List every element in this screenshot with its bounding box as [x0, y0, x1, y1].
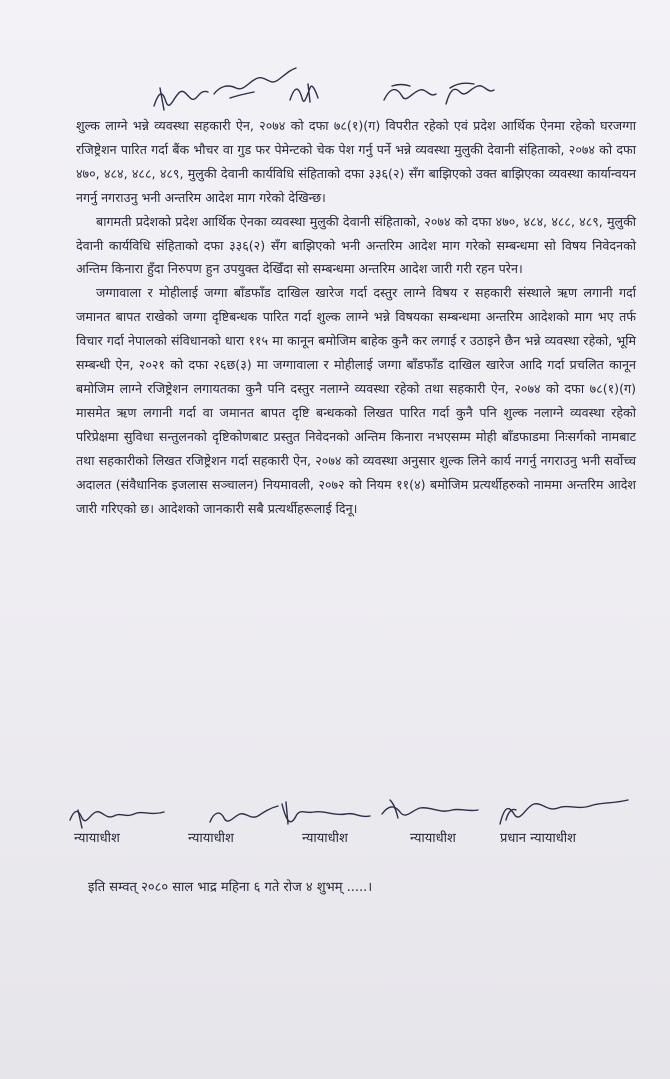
judge-title-1: न्यायाधीश [74, 831, 120, 846]
top-initials-signatures [140, 58, 520, 120]
judge-title-3: न्यायाधीश [302, 831, 348, 846]
judge-title-2: न्यायाधीश [188, 831, 234, 846]
paragraph-2: बागमती प्रदेशको प्रदेश आर्थिक ऐनका व्यवस्था मुलुकी देवानी संहिताको, २०७४ को दफा ४७०, ४८४, ४८८, ४८९, मुलुकी देवानी कार्यविधि संहिताको दफा ३३६(२) सँग बाझिएको भनी अन्तरिम आदेश माग गरेको सम्बन्धमा सो विषय निवेदनको अन्तिम किनारा हुँदा निरुपण हुन उपयुक्त देखिँदा सो सम्बन्धमा अन्तरिम आदेश जारी गरी रहन परेन। [76, 213, 636, 277]
paragraph-1: शुल्क लाग्ने भन्ने व्यवस्था सहकारी ऐन, २०७४ को दफा ७८(१)(ग) विपरीत रहेको एवं प्रदेश आर्थिक ऐनमा रहेको घरजग्गा रजिष्ट्रेशन पारित गर्दा बैंक भौचर वा गुड फर पेमेन्टको चेक पेश गर्नु पर्ने भन्ने व्यवस्था मुलुकी देवानी संहिताको, २०७४ को दफा ४७०, ४८४, ४८८, ४८९, मुलुकी देवानी कार्यविधि संहिताको दफा ३३६(२) सँग बाझिएको उक्त बाझिएका व्यवस्था कार्यान्वयन नगर्नु नगराउनु भनी अन्तरिम आदेश माग गरेको देखिन्छ। [76, 118, 636, 205]
paragraph-3: जग्गावाला र मोहीलाई जग्गा बाँडफाँड दाखिल खारेज गर्दा दस्तुर लाग्ने विषय र सहकारी संस्थाले ऋण लगानी गर्दा जमानत बापत राखेको जग्गा दृष्टिबन्धक पारित गर्दा शुल्क लाग्ने भन्ने विषयका सम्बन्धमा अन्तरिम आदेशको माग भए तर्फ विचार गर्दा नेपालको संविधानको धारा ११५ मा कानून बमोजिम बाहेक कुनै कर लगाई र उठाइने छैन भन्ने व्यवस्था रहेको, भूमि सम्बन्धी ऐन, २०२१ को दफा २६छ(३) मा जग्गावाला र मोहीलाई जग्गा बाँडफाँड दाखिल खारेज आदि गर्दा प्रचलित कानून बमोजिम लाग्ने रजिष्ट्रेशन लगायतका कुनै पनि दस्तुर नलाग्ने व्यवस्था रहेको तथा सहकारी ऐन, २०७४ को दफा ७८(१)(ग) मासमेत ऋण लगानी गर्दा वा जमानत बापत दृष्टि बन्धकको लिखत पारित गर्दा कुनै पनि शुल्क नलाग्ने व्यवस्था रहेको परिप्रेक्षमा सुविधा सन्तुलनको दृष्टिकोणबाट प्रस्तुत निवेदनको अन्तिम किनारा नभएसम्म मोही बाँडफाडमा निःसर्गको नामबाट तथा सहकारीको लिखत रजिष्ट्रेशन गर्दा सहकारी ऐन, २०७४ को व्यवस्था अनुसार शुल्क लिने कार्य नगर्नु नगराउनु भनी सर्वोच्च अदालत (संवैधानिक इजलास सञ्चालन) नियमावली, २०७२ को नियम ११(४) बमोजिम प्रत्यर्थीहरुको नाममा अन्तरिम आदेश जारी गरिएको छ। आदेशको जानकारी सबै प्रत्यर्थीहरूलाई दिनू। [76, 285, 636, 516]
closing-line: इति सम्वत् २०८० साल भाद्र महिना ६ गते रोज ४ शुभम् .....। [88, 880, 373, 895]
judge-titles [60, 828, 630, 858]
chief-justice-title: प्रधान न्यायाधीश [500, 831, 576, 846]
order-body [76, 114, 636, 520]
judge-title-4: न्यायाधीश [410, 831, 456, 846]
